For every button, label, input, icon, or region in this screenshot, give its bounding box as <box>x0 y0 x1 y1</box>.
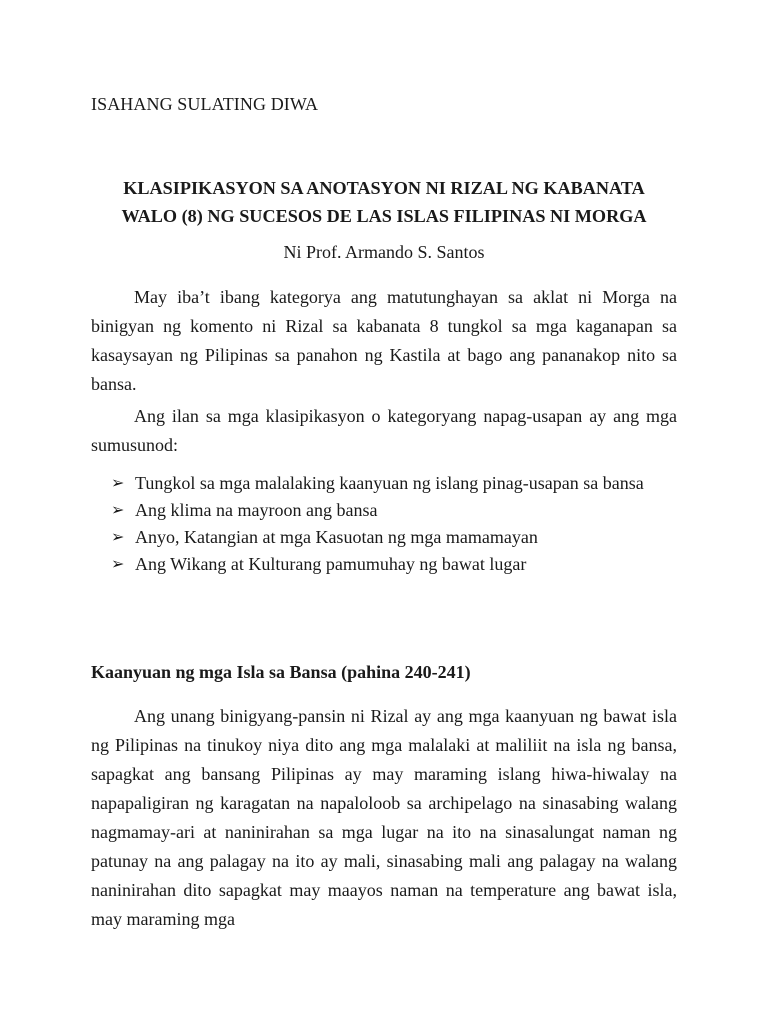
paragraph-intro: May iba’t ibang kategorya ang matutunghayan sa aklat ni Morga na binigyan ng komento ni Rizal sa kabanata 8 tungkol sa mga kaganapan sa kasaysayan ng Pilipinas sa panahon ng Kastila at bago ang pananakop nito sa bansa. <box>91 287 677 394</box>
list-item-text: Anyo, Katangian at mga Kasuotan ng mga mamamayan <box>135 527 538 547</box>
title-line-1: KLASIPIKASYON SA ANOTASYON NI RIZAL NG KABANATA <box>123 178 645 198</box>
list-item <box>91 497 677 524</box>
document-page <box>91 0 677 1024</box>
arrow-bullet-icon: ➢ <box>111 475 125 492</box>
list-item-text: Ang Wikang at Kulturang pamumuhay ng bawat lugar <box>135 554 527 574</box>
arrow-bullet-icon: ➢ <box>111 556 125 573</box>
list-item-text: Ang klima na mayroon ang bansa <box>135 500 378 520</box>
paragraph-islands: Ang unang binigyang-pansin ni Rizal ay ang mga kaanyuan ng bawat isla ng Pilipinas na tinukoy niya dito ang mga malalaki at maliliit na isla ng bansa, sapagkat ang bansang Pilipinas ay may maraming islang hiwa-hiwalay na napapaligiran ng karagatan na napaloloob sa archipelago na sinasabing walang nagmamay-ari at naninirahan sa mga lugar na ito na sinasalungat naman ng patunay na ang palagay na ito ay mali, sinasabing mali ang palagay na walang naninirahan dito sapagkat may maayos naman na temperature ang bawat isla, may maraming mga <box>91 706 677 929</box>
list-item <box>91 524 677 551</box>
category-list <box>91 470 677 578</box>
list-item <box>91 470 677 497</box>
list-item <box>91 551 677 578</box>
document-title <box>91 174 677 230</box>
arrow-bullet-icon: ➢ <box>111 529 125 546</box>
document-header: ISAHANG SULATING DIWA <box>91 94 319 114</box>
title-line-2: WALO (8) NG SUCESOS DE LAS ISLAS FILIPINAS NI MORGA <box>121 206 647 226</box>
list-item-text: Tungkol sa mga malalaking kaanyuan ng islang pinag-usapan sa bansa <box>135 473 644 493</box>
paragraph-categories: Ang ilan sa mga klasipikasyon o kategoryang napag-usapan ay ang mga sumusunod: <box>91 406 677 455</box>
author-line: Ni Prof. Armando S. Santos <box>283 242 485 262</box>
arrow-bullet-icon: ➢ <box>111 502 125 519</box>
section-heading: Kaanyuan ng mga Isla sa Bansa (pahina 240-241) <box>91 662 471 682</box>
